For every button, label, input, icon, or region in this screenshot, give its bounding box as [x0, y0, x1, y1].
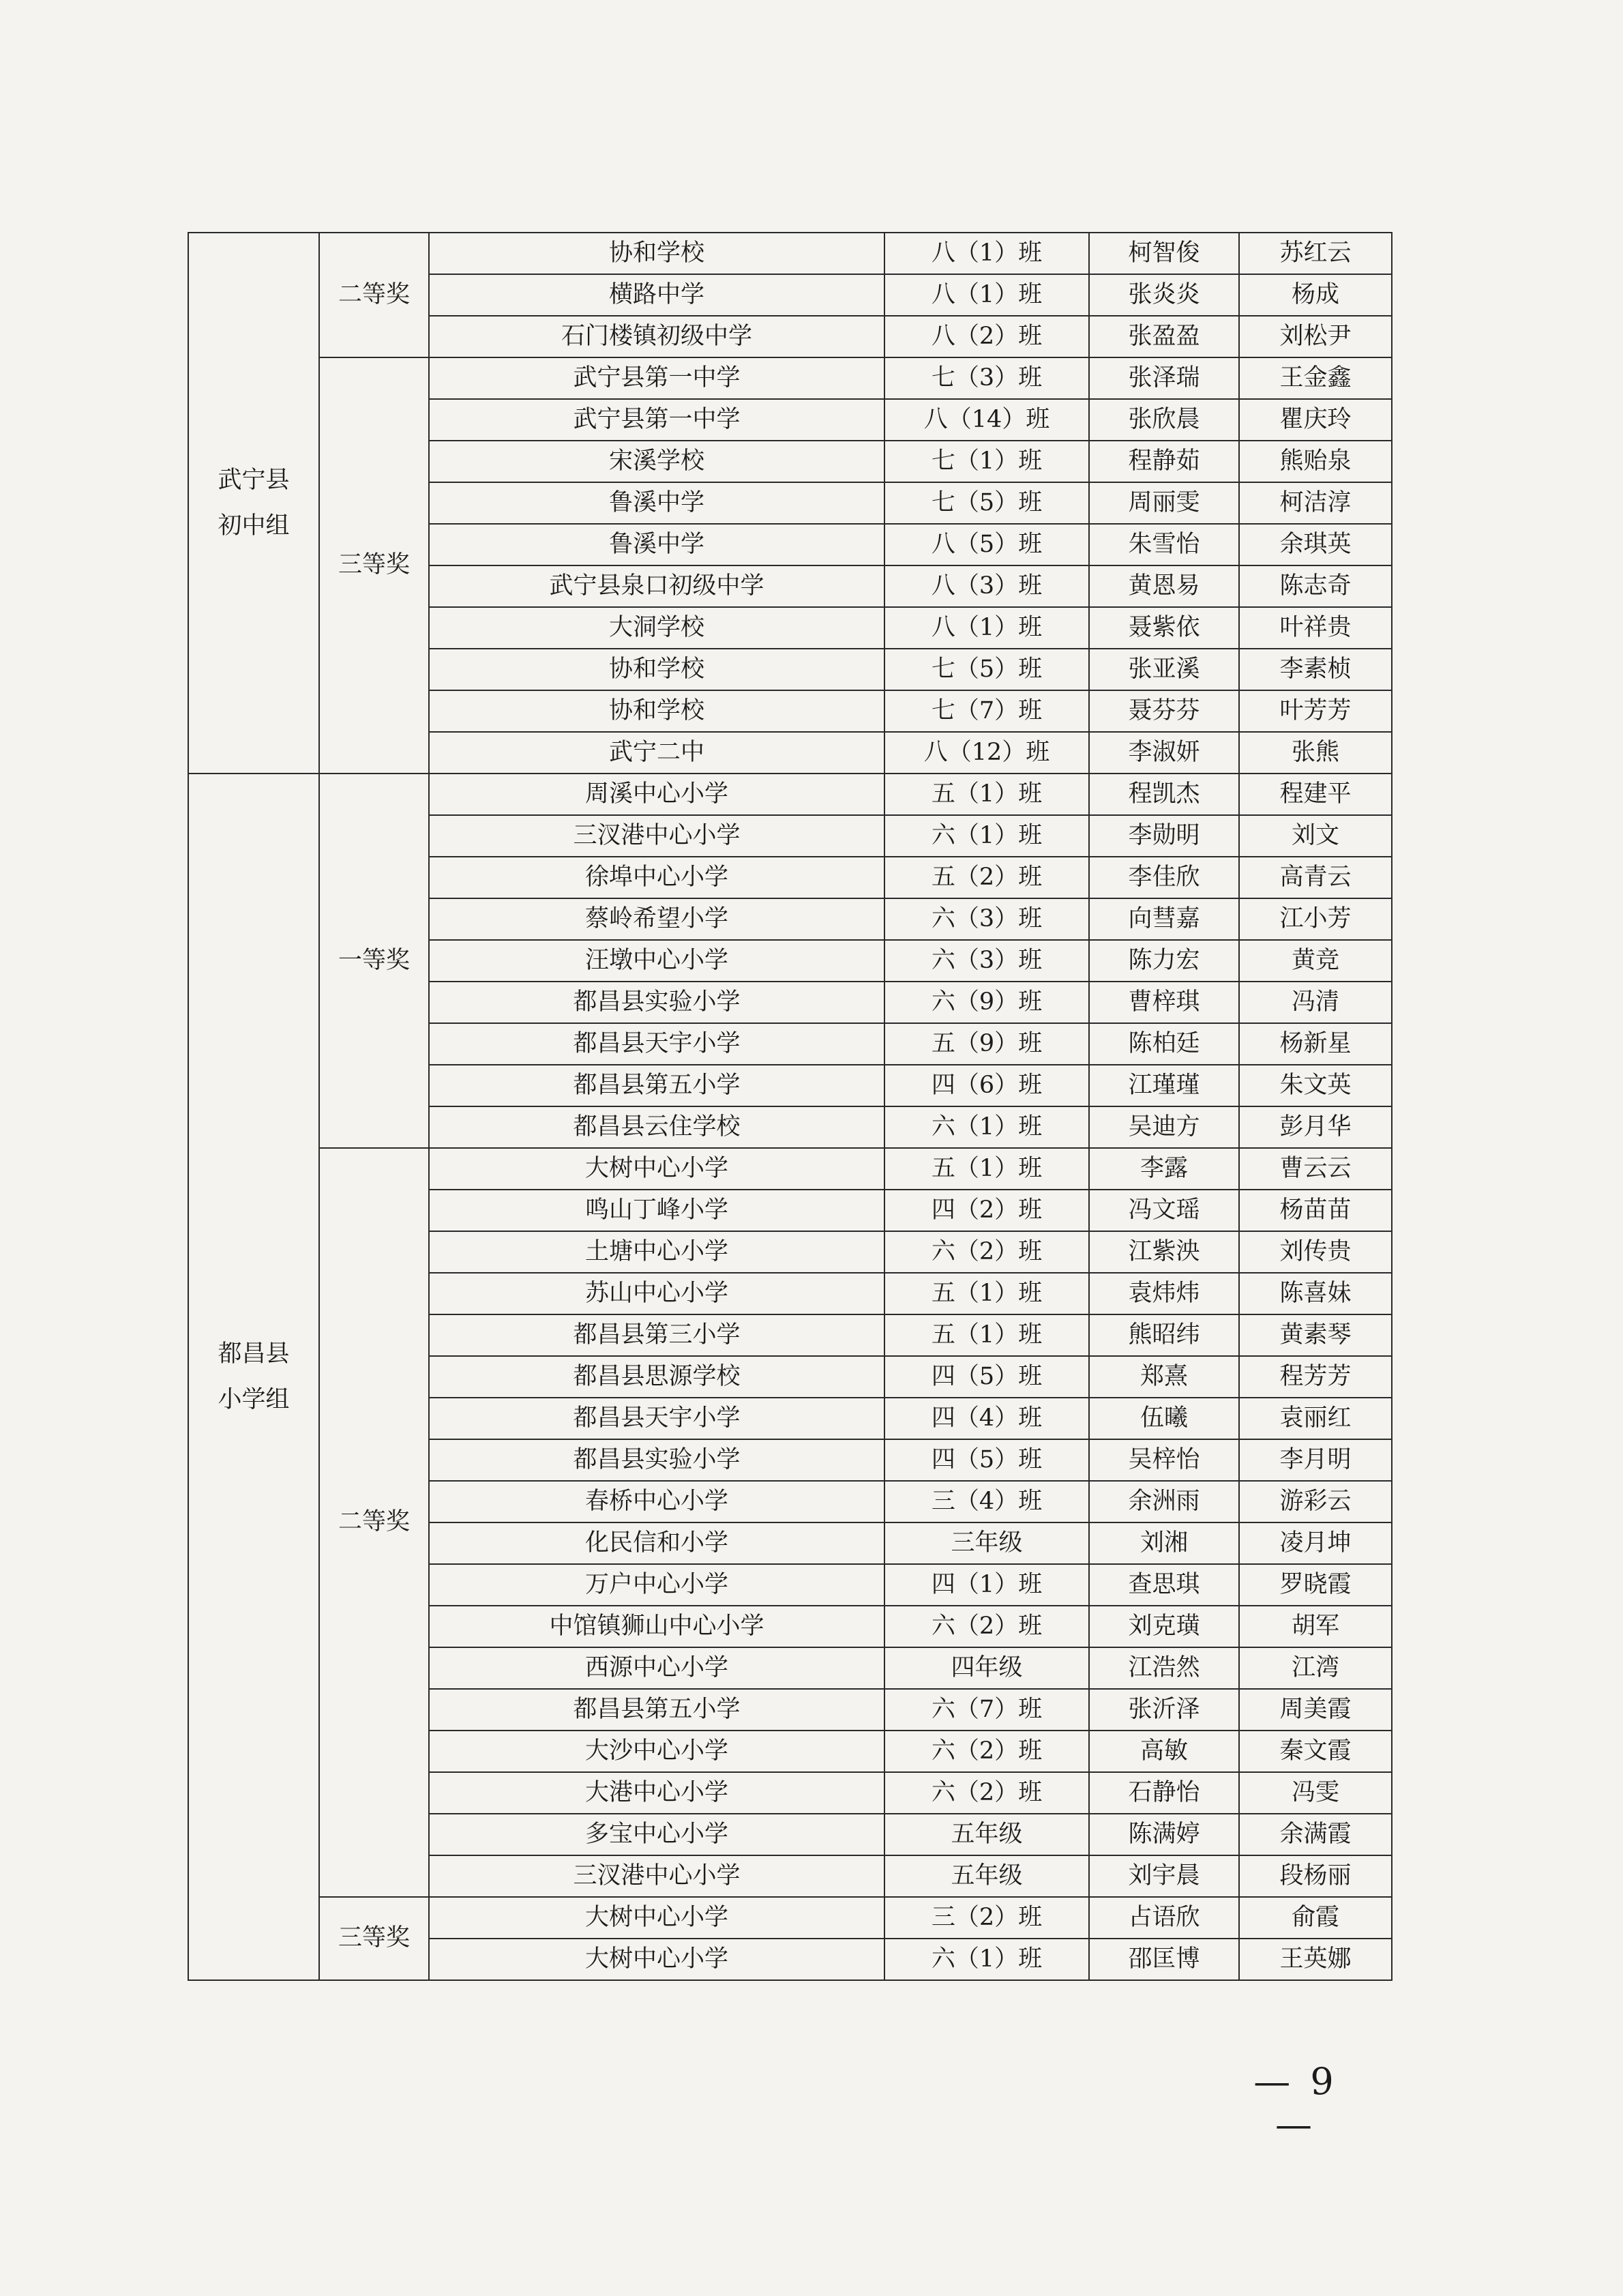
- teacher-cell: 陈喜妹: [1239, 1273, 1392, 1314]
- school-cell: 大树中心小学: [429, 1939, 884, 1980]
- teacher-cell: 叶祥贵: [1239, 607, 1392, 649]
- teacher-cell: 瞿庆玲: [1239, 399, 1392, 441]
- student-cell: 周丽雯: [1089, 482, 1239, 524]
- school-cell: 徐埠中心小学: [429, 857, 884, 898]
- school-cell: 都昌县云住学校: [429, 1106, 884, 1148]
- award-level-cell: 二等奖: [319, 1148, 429, 1897]
- group-name-line: 武宁县: [218, 467, 290, 494]
- table-row: [188, 357, 1392, 399]
- teacher-cell: 凌月坤: [1239, 1522, 1392, 1564]
- teacher-cell: 杨苗苗: [1239, 1190, 1392, 1231]
- school-cell: 大树中心小学: [429, 1897, 884, 1939]
- class-cell: 四（4）班: [884, 1398, 1089, 1439]
- award-level-cell: 二等奖: [319, 233, 429, 357]
- group-name-cell: [188, 774, 319, 1980]
- teacher-cell: 朱文英: [1239, 1065, 1392, 1106]
- teacher-cell: 王金鑫: [1239, 357, 1392, 399]
- student-cell: 陈满婷: [1089, 1814, 1239, 1855]
- student-cell: 曹梓琪: [1089, 982, 1239, 1023]
- school-cell: 鸣山丁峰小学: [429, 1190, 884, 1231]
- teacher-cell: 苏红云: [1239, 233, 1392, 274]
- class-cell: 五（2）班: [884, 857, 1089, 898]
- school-cell: 周溪中心小学: [429, 774, 884, 815]
- class-cell: 八（1）班: [884, 274, 1089, 316]
- teacher-cell: 游彩云: [1239, 1481, 1392, 1522]
- teacher-cell: 曹云云: [1239, 1148, 1392, 1190]
- student-cell: 张盈盈: [1089, 316, 1239, 357]
- teacher-cell: 高青云: [1239, 857, 1392, 898]
- teacher-cell: 黄竞: [1239, 940, 1392, 982]
- teacher-cell: 王英娜: [1239, 1939, 1392, 1980]
- school-cell: 大洞学校: [429, 607, 884, 649]
- student-cell: 占语欣: [1089, 1897, 1239, 1939]
- teacher-cell: 罗晓霞: [1239, 1564, 1392, 1606]
- class-cell: 四（1）班: [884, 1564, 1089, 1606]
- class-cell: 四（2）班: [884, 1190, 1089, 1231]
- teacher-cell: 刘传贵: [1239, 1231, 1392, 1273]
- class-cell: 八（1）班: [884, 607, 1089, 649]
- school-cell: 大港中心小学: [429, 1772, 884, 1814]
- student-cell: 高敏: [1089, 1731, 1239, 1772]
- teacher-cell: 柯洁淳: [1239, 482, 1392, 524]
- school-cell: 都昌县思源学校: [429, 1356, 884, 1398]
- school-cell: 协和学校: [429, 690, 884, 732]
- student-cell: 吴梓怡: [1089, 1439, 1239, 1481]
- teacher-cell: 周美霞: [1239, 1689, 1392, 1731]
- student-cell: 聂紫依: [1089, 607, 1239, 649]
- award-level-cell: 三等奖: [319, 357, 429, 774]
- student-cell: 李勋明: [1089, 815, 1239, 857]
- teacher-cell: 冯清: [1239, 982, 1392, 1023]
- teacher-cell: 李月明: [1239, 1439, 1392, 1481]
- student-cell: 张沂泽: [1089, 1689, 1239, 1731]
- class-cell: 六（2）班: [884, 1772, 1089, 1814]
- school-cell: 西源中心小学: [429, 1647, 884, 1689]
- student-cell: 刘宇晨: [1089, 1855, 1239, 1897]
- class-cell: 三（4）班: [884, 1481, 1089, 1522]
- student-cell: 郑熹: [1089, 1356, 1239, 1398]
- school-cell: 武宁二中: [429, 732, 884, 774]
- teacher-cell: 黄素琴: [1239, 1314, 1392, 1356]
- group-name-line: 都昌县: [218, 1340, 290, 1368]
- class-cell: 五（1）班: [884, 774, 1089, 815]
- award-level-cell: 一等奖: [319, 774, 429, 1148]
- teacher-cell: 冯雯: [1239, 1772, 1392, 1814]
- teacher-cell: 段杨丽: [1239, 1855, 1392, 1897]
- award-table: [188, 232, 1393, 1981]
- award-table-body: [188, 233, 1392, 1980]
- school-cell: 协和学校: [429, 649, 884, 690]
- student-cell: 程凯杰: [1089, 774, 1239, 815]
- student-cell: 张炎炎: [1089, 274, 1239, 316]
- student-cell: 刘湘: [1089, 1522, 1239, 1564]
- teacher-cell: 刘松尹: [1239, 316, 1392, 357]
- teacher-cell: 熊贻泉: [1239, 441, 1392, 482]
- teacher-cell: 程芳芳: [1239, 1356, 1392, 1398]
- school-cell: 万户中心小学: [429, 1564, 884, 1606]
- school-cell: 大树中心小学: [429, 1148, 884, 1190]
- teacher-cell: 陈志奇: [1239, 565, 1392, 607]
- teacher-cell: 江小芳: [1239, 898, 1392, 940]
- student-cell: 柯智俊: [1089, 233, 1239, 274]
- class-cell: 七（5）班: [884, 649, 1089, 690]
- class-cell: 七（7）班: [884, 690, 1089, 732]
- student-cell: 张亚溪: [1089, 649, 1239, 690]
- award-level-cell: 三等奖: [319, 1897, 429, 1980]
- teacher-cell: 刘文: [1239, 815, 1392, 857]
- teacher-cell: 胡军: [1239, 1606, 1392, 1647]
- class-cell: 八（1）班: [884, 233, 1089, 274]
- teacher-cell: 余琪英: [1239, 524, 1392, 565]
- school-cell: 都昌县天宇小学: [429, 1398, 884, 1439]
- student-cell: 陈柏廷: [1089, 1023, 1239, 1065]
- class-cell: 六（3）班: [884, 940, 1089, 982]
- class-cell: 四年级: [884, 1647, 1089, 1689]
- school-cell: 都昌县实验小学: [429, 1439, 884, 1481]
- student-cell: 李佳欣: [1089, 857, 1239, 898]
- school-cell: 武宁县泉口初级中学: [429, 565, 884, 607]
- teacher-cell: 袁丽红: [1239, 1398, 1392, 1439]
- class-cell: 七（1）班: [884, 441, 1089, 482]
- class-cell: 四（5）班: [884, 1439, 1089, 1481]
- school-cell: 都昌县实验小学: [429, 982, 884, 1023]
- student-cell: 查思琪: [1089, 1564, 1239, 1606]
- class-cell: 七（3）班: [884, 357, 1089, 399]
- teacher-cell: 俞霞: [1239, 1897, 1392, 1939]
- class-cell: 三年级: [884, 1522, 1089, 1564]
- school-cell: 三汊港中心小学: [429, 815, 884, 857]
- student-cell: 朱雪怡: [1089, 524, 1239, 565]
- school-cell: 横路中学: [429, 274, 884, 316]
- student-cell: 江浩然: [1089, 1647, 1239, 1689]
- table-row: [188, 233, 1392, 274]
- page-number: — 9 —: [1253, 2060, 1338, 2146]
- class-cell: 五（1）班: [884, 1148, 1089, 1190]
- student-cell: 熊昭纬: [1089, 1314, 1239, 1356]
- teacher-cell: 江湾: [1239, 1647, 1392, 1689]
- class-cell: 六（2）班: [884, 1606, 1089, 1647]
- school-cell: 汪墩中心小学: [429, 940, 884, 982]
- school-cell: 鲁溪中学: [429, 482, 884, 524]
- student-cell: 李露: [1089, 1148, 1239, 1190]
- student-cell: 江瑾瑾: [1089, 1065, 1239, 1106]
- teacher-cell: 秦文霞: [1239, 1731, 1392, 1772]
- class-cell: 六（1）班: [884, 815, 1089, 857]
- school-cell: 多宝中心小学: [429, 1814, 884, 1855]
- class-cell: 八（2）班: [884, 316, 1089, 357]
- class-cell: 八（5）班: [884, 524, 1089, 565]
- student-cell: 江紫泱: [1089, 1231, 1239, 1273]
- group-name-line: 初中组: [218, 512, 290, 540]
- school-cell: 中馆镇狮山中心小学: [429, 1606, 884, 1647]
- school-cell: 春桥中心小学: [429, 1481, 884, 1522]
- class-cell: 四（6）班: [884, 1065, 1089, 1106]
- student-cell: 张泽瑞: [1089, 357, 1239, 399]
- table-row: [188, 774, 1392, 815]
- class-cell: 五年级: [884, 1855, 1089, 1897]
- student-cell: 黄恩易: [1089, 565, 1239, 607]
- student-cell: 袁炜炜: [1089, 1273, 1239, 1314]
- teacher-cell: 杨新星: [1239, 1023, 1392, 1065]
- student-cell: 聂芬芬: [1089, 690, 1239, 732]
- student-cell: 刘克璜: [1089, 1606, 1239, 1647]
- class-cell: 六（2）班: [884, 1731, 1089, 1772]
- teacher-cell: 程建平: [1239, 774, 1392, 815]
- student-cell: 程静茹: [1089, 441, 1239, 482]
- class-cell: 五（9）班: [884, 1023, 1089, 1065]
- school-cell: 鲁溪中学: [429, 524, 884, 565]
- class-cell: 六（1）班: [884, 1939, 1089, 1980]
- student-cell: 李淑妍: [1089, 732, 1239, 774]
- school-cell: 土塘中心小学: [429, 1231, 884, 1273]
- class-cell: 七（5）班: [884, 482, 1089, 524]
- class-cell: 六（1）班: [884, 1106, 1089, 1148]
- student-cell: 张欣晨: [1089, 399, 1239, 441]
- class-cell: 八（3）班: [884, 565, 1089, 607]
- table-row: [188, 1148, 1392, 1190]
- school-cell: 蔡岭希望小学: [429, 898, 884, 940]
- class-cell: 八（12）班: [884, 732, 1089, 774]
- school-cell: 都昌县第三小学: [429, 1314, 884, 1356]
- class-cell: 五（1）班: [884, 1273, 1089, 1314]
- class-cell: 六（9）班: [884, 982, 1089, 1023]
- student-cell: 陈力宏: [1089, 940, 1239, 982]
- student-cell: 余洲雨: [1089, 1481, 1239, 1522]
- school-cell: 化民信和小学: [429, 1522, 884, 1564]
- student-cell: 邵匡博: [1089, 1939, 1239, 1980]
- teacher-cell: 李素桢: [1239, 649, 1392, 690]
- student-cell: 冯文瑶: [1089, 1190, 1239, 1231]
- student-cell: 石静怡: [1089, 1772, 1239, 1814]
- school-cell: 协和学校: [429, 233, 884, 274]
- class-cell: 六（2）班: [884, 1231, 1089, 1273]
- teacher-cell: 余满霞: [1239, 1814, 1392, 1855]
- school-cell: 都昌县第五小学: [429, 1065, 884, 1106]
- group-name-line: 小学组: [218, 1385, 290, 1413]
- school-cell: 苏山中心小学: [429, 1273, 884, 1314]
- class-cell: 五（1）班: [884, 1314, 1089, 1356]
- class-cell: 六（3）班: [884, 898, 1089, 940]
- student-cell: 向彗嘉: [1089, 898, 1239, 940]
- school-cell: 武宁县第一中学: [429, 399, 884, 441]
- class-cell: 六（7）班: [884, 1689, 1089, 1731]
- teacher-cell: 彭月华: [1239, 1106, 1392, 1148]
- student-cell: 伍曦: [1089, 1398, 1239, 1439]
- table-row: [188, 1897, 1392, 1939]
- school-cell: 三汊港中心小学: [429, 1855, 884, 1897]
- class-cell: 五年级: [884, 1814, 1089, 1855]
- class-cell: 八（14）班: [884, 399, 1089, 441]
- school-cell: 石门楼镇初级中学: [429, 316, 884, 357]
- group-name-cell: [188, 233, 319, 774]
- class-cell: 三（2）班: [884, 1897, 1089, 1939]
- teacher-cell: 杨成: [1239, 274, 1392, 316]
- school-cell: 都昌县第五小学: [429, 1689, 884, 1731]
- school-cell: 宋溪学校: [429, 441, 884, 482]
- school-cell: 大沙中心小学: [429, 1731, 884, 1772]
- student-cell: 吴迪方: [1089, 1106, 1239, 1148]
- class-cell: 四（5）班: [884, 1356, 1089, 1398]
- teacher-cell: 张熊: [1239, 732, 1392, 774]
- school-cell: 武宁县第一中学: [429, 357, 884, 399]
- school-cell: 都昌县天宇小学: [429, 1023, 884, 1065]
- teacher-cell: 叶芳芳: [1239, 690, 1392, 732]
